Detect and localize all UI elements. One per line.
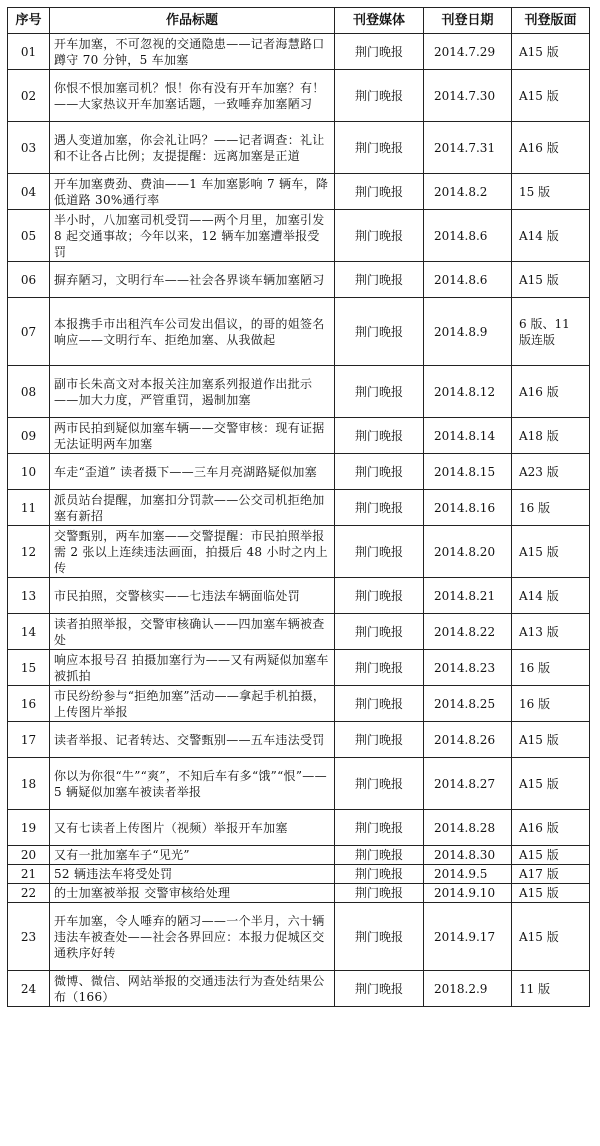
- table-row: [8, 865, 590, 884]
- row-number: 19: [8, 810, 50, 846]
- publication-date: 2014.9.5: [424, 865, 512, 884]
- publication-date: 2014.9.17: [424, 903, 512, 971]
- table-row: [8, 650, 590, 686]
- article-title: 车走“歪道” 读者摄下——三车月亮湖路疑似加塞: [50, 454, 335, 490]
- publication-date: 2014.8.9: [424, 298, 512, 366]
- article-title: 的士加塞被举报 交警审核给处理: [50, 884, 335, 903]
- publication-page: A15 版: [512, 34, 590, 70]
- row-number: 02: [8, 70, 50, 122]
- row-number: 17: [8, 722, 50, 758]
- article-title: 开车加塞，令人唾弃的陋习——一个半月，六十辆违法车被查处——社会各界回应：本报力促城区交通秩序好转: [50, 903, 335, 971]
- row-number: 23: [8, 903, 50, 971]
- row-number: 04: [8, 174, 50, 210]
- table-row: [8, 418, 590, 454]
- publication-date: 2014.8.2: [424, 174, 512, 210]
- table-row: [8, 454, 590, 490]
- publication-page: A15 版: [512, 722, 590, 758]
- publication-date: 2014.8.23: [424, 650, 512, 686]
- publication-media: 荆门晚报: [335, 366, 424, 418]
- publication-date: 2014.8.25: [424, 686, 512, 722]
- publication-page: A15 版: [512, 846, 590, 865]
- table-row: [8, 70, 590, 122]
- publication-media: 荆门晚报: [335, 34, 424, 70]
- article-title: 开车加塞费劲、费油——1 车加塞影响 7 辆车，降低道路 30%通行率: [50, 174, 335, 210]
- publication-date: 2014.8.6: [424, 262, 512, 298]
- publication-media: 荆门晚报: [335, 865, 424, 884]
- article-title: 半小时，八加塞司机受罚——两个月里，加塞引发 8 起交通事故；今年以来，12 辆车加塞遭举报受罚: [50, 210, 335, 262]
- publication-media: 荆门晚报: [335, 262, 424, 298]
- publication-page: A15 版: [512, 758, 590, 810]
- publication-page: 11 版: [512, 971, 590, 1007]
- publication-page: 6 版、11 版连版: [512, 298, 590, 366]
- publication-media: 荆门晚报: [335, 174, 424, 210]
- article-title: 本报携手市出租汽车公司发出倡议，的哥的姐签名响应——文明行车、拒绝加塞、从我做起: [50, 298, 335, 366]
- row-number: 15: [8, 650, 50, 686]
- row-number: 03: [8, 122, 50, 174]
- table-row: [8, 810, 590, 846]
- row-number: 13: [8, 578, 50, 614]
- row-number: 18: [8, 758, 50, 810]
- row-number: 12: [8, 526, 50, 578]
- article-title: 你以为你很“牛”“爽”，不知后车有多“饿”“恨”——5 辆疑似加塞车被读者举报: [50, 758, 335, 810]
- publication-media: 荆门晚报: [335, 454, 424, 490]
- publication-date: 2014.8.26: [424, 722, 512, 758]
- publication-page: A16 版: [512, 122, 590, 174]
- row-number: 21: [8, 865, 50, 884]
- article-title: 又有七读者上传图片（视频）举报开车加塞: [50, 810, 335, 846]
- publication-media: 荆门晚报: [335, 578, 424, 614]
- publication-date: 2014.8.20: [424, 526, 512, 578]
- row-number: 06: [8, 262, 50, 298]
- article-title: 摒弃陋习，文明行车——社会各界谈车辆加塞陋习: [50, 262, 335, 298]
- publication-media: 荆门晚报: [335, 70, 424, 122]
- table-header-row: [8, 8, 590, 34]
- row-number: 05: [8, 210, 50, 262]
- publication-media: 荆门晚报: [335, 614, 424, 650]
- publication-media: 荆门晚报: [335, 722, 424, 758]
- header-date: 刊登日期: [424, 8, 512, 34]
- article-title: 市民纷纷参与“拒绝加塞”活动——拿起手机拍摄，上传图片举报: [50, 686, 335, 722]
- publication-page: 15 版: [512, 174, 590, 210]
- table-row: [8, 884, 590, 903]
- publication-page: A15 版: [512, 70, 590, 122]
- publication-date: 2014.8.27: [424, 758, 512, 810]
- row-number: 22: [8, 884, 50, 903]
- publication-media: 荆门晚报: [335, 210, 424, 262]
- publication-date: 2014.8.12: [424, 366, 512, 418]
- publication-media: 荆门晚报: [335, 903, 424, 971]
- publication-date: 2014.7.29: [424, 34, 512, 70]
- publication-date: 2014.8.6: [424, 210, 512, 262]
- publication-page: A13 版: [512, 614, 590, 650]
- article-title: 读者拍照举报，交警审核确认——四加塞车辆被查处: [50, 614, 335, 650]
- table-row: [8, 262, 590, 298]
- articles-table: [7, 7, 590, 1007]
- header-title: 作品标题: [50, 8, 335, 34]
- article-title: 52 辆违法车将受处罚: [50, 865, 335, 884]
- publication-media: 荆门晚报: [335, 686, 424, 722]
- table-row: [8, 846, 590, 865]
- table-row: [8, 34, 590, 70]
- table-row: [8, 122, 590, 174]
- publication-media: 荆门晚报: [335, 758, 424, 810]
- publication-date: 2014.8.15: [424, 454, 512, 490]
- table-row: [8, 526, 590, 578]
- article-title: 开车加塞，不可忽视的交通隐患——记者海慧路口蹲守 70 分钟，5 车加塞: [50, 34, 335, 70]
- row-number: 24: [8, 971, 50, 1007]
- article-title: 响应本报号召 拍摄加塞行为——又有两疑似加塞车被抓拍: [50, 650, 335, 686]
- publication-page: A17 版: [512, 865, 590, 884]
- publication-page: A15 版: [512, 262, 590, 298]
- publication-date: 2014.8.21: [424, 578, 512, 614]
- article-title: 派员站台提醒，加塞扣分罚款——公交司机拒绝加塞有新招: [50, 490, 335, 526]
- publication-date: 2014.8.28: [424, 810, 512, 846]
- table-row: [8, 722, 590, 758]
- table-row: [8, 903, 590, 971]
- publication-page: A14 版: [512, 578, 590, 614]
- publication-page: 16 版: [512, 686, 590, 722]
- publication-page: 16 版: [512, 490, 590, 526]
- row-number: 10: [8, 454, 50, 490]
- header-num: 序号: [8, 8, 50, 34]
- document-page: [7, 7, 590, 1007]
- article-title: 副市长朱高文对本报关注加塞系列报道作出批示——加大力度，严管重罚，遏制加塞: [50, 366, 335, 418]
- publication-page: A16 版: [512, 810, 590, 846]
- publication-page: 16 版: [512, 650, 590, 686]
- table-row: [8, 298, 590, 366]
- row-number: 14: [8, 614, 50, 650]
- row-number: 09: [8, 418, 50, 454]
- publication-media: 荆门晚报: [335, 298, 424, 366]
- table-row: [8, 366, 590, 418]
- table-row: [8, 210, 590, 262]
- publication-media: 荆门晚报: [335, 971, 424, 1007]
- publication-date: 2014.9.10: [424, 884, 512, 903]
- row-number: 16: [8, 686, 50, 722]
- publication-media: 荆门晚报: [335, 810, 424, 846]
- header-media: 刊登媒体: [335, 8, 424, 34]
- article-title: 读者举报、记者转达、交警甄别——五车违法受罚: [50, 722, 335, 758]
- publication-date: 2014.7.31: [424, 122, 512, 174]
- table-row: [8, 490, 590, 526]
- article-title: 微博、微信、网站举报的交通违法行为查处结果公布（166）: [50, 971, 335, 1007]
- publication-page: A15 版: [512, 903, 590, 971]
- publication-media: 荆门晚报: [335, 490, 424, 526]
- row-number: 07: [8, 298, 50, 366]
- publication-media: 荆门晚报: [335, 526, 424, 578]
- table-row: [8, 758, 590, 810]
- article-title: 你恨不恨加塞司机？恨！你有没有开车加塞？有！——大家热议开车加塞话题，一致唾弃加塞陋习: [50, 70, 335, 122]
- table-row: [8, 971, 590, 1007]
- publication-media: 荆门晚报: [335, 418, 424, 454]
- article-title: 遇人变道加塞，你会礼让吗？——记者调查：礼让和不让各占比例；友提提醒：远离加塞是正道: [50, 122, 335, 174]
- publication-page: A23 版: [512, 454, 590, 490]
- article-title: 市民拍照，交警核实——七违法车辆面临处罚: [50, 578, 335, 614]
- table-row: [8, 614, 590, 650]
- table-body: [8, 34, 590, 1007]
- article-title: 交警甄别，两车加塞——交警提醒：市民拍照举报需 2 张以上连续违法画面，拍摄后 48 小时之内上传: [50, 526, 335, 578]
- article-title: 两市民拍到疑似加塞车辆——交警审核：现有证据无法证明两车加塞: [50, 418, 335, 454]
- row-number: 08: [8, 366, 50, 418]
- publication-media: 荆门晚报: [335, 846, 424, 865]
- row-number: 20: [8, 846, 50, 865]
- publication-date: 2014.8.30: [424, 846, 512, 865]
- table-row: [8, 578, 590, 614]
- publication-date: 2014.7.30: [424, 70, 512, 122]
- publication-page: A14 版: [512, 210, 590, 262]
- publication-date: 2014.8.16: [424, 490, 512, 526]
- article-title: 又有一批加塞车子“见光”: [50, 846, 335, 865]
- table-row: [8, 686, 590, 722]
- header-page: 刊登版面: [512, 8, 590, 34]
- publication-date: 2014.8.14: [424, 418, 512, 454]
- row-number: 01: [8, 34, 50, 70]
- publication-media: 荆门晚报: [335, 650, 424, 686]
- table-row: [8, 174, 590, 210]
- publication-page: A15 版: [512, 526, 590, 578]
- publication-media: 荆门晚报: [335, 122, 424, 174]
- publication-page: A18 版: [512, 418, 590, 454]
- publication-page: A16 版: [512, 366, 590, 418]
- publication-date: 2018.2.9: [424, 971, 512, 1007]
- row-number: 11: [8, 490, 50, 526]
- publication-media: 荆门晚报: [335, 884, 424, 903]
- publication-page: A15 版: [512, 884, 590, 903]
- publication-date: 2014.8.22: [424, 614, 512, 650]
